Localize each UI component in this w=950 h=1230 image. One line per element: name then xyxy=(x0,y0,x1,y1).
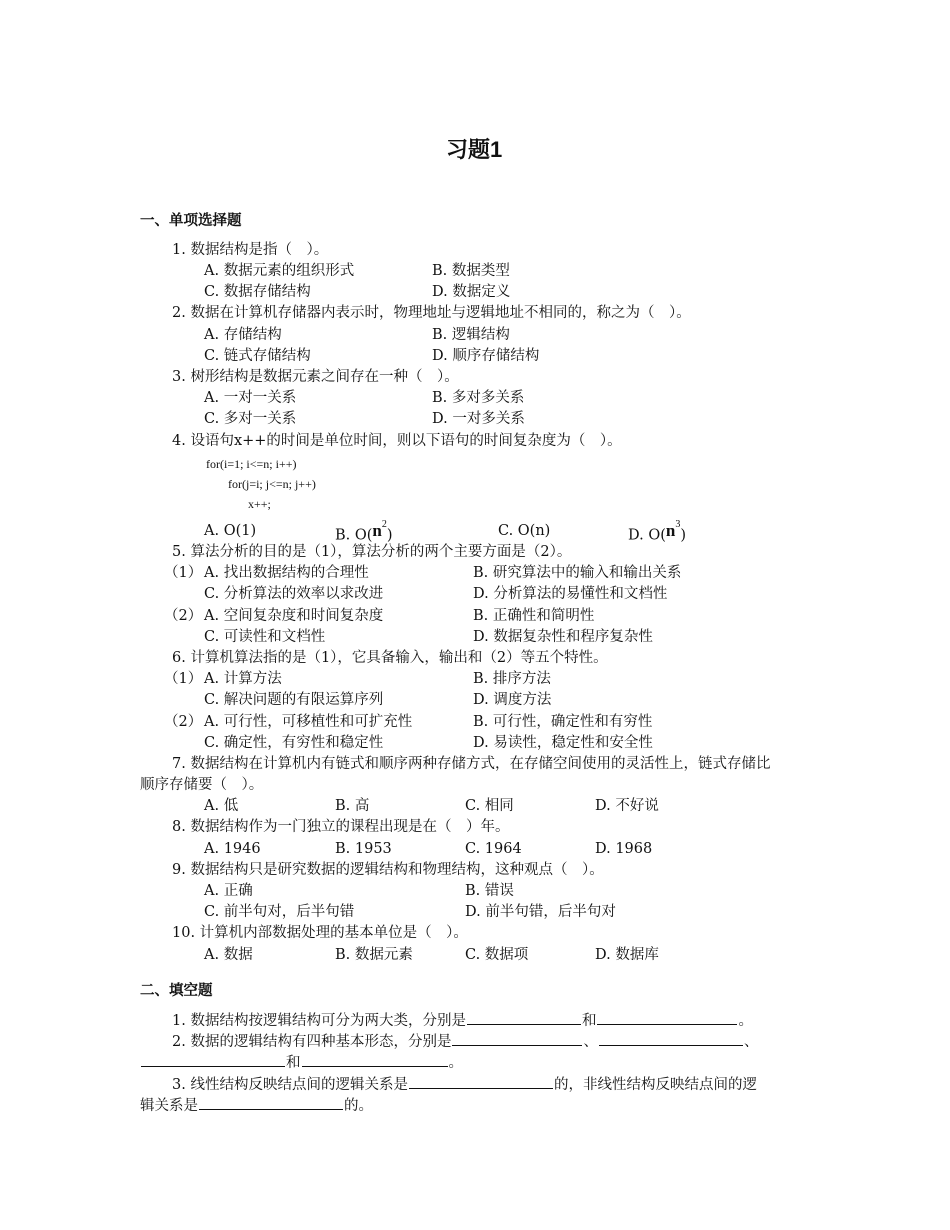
question-10-option-b: B. 数据元素 xyxy=(335,947,413,963)
question-1-stem: 1. 数据结构是指（ ）。 xyxy=(172,242,329,258)
question-9-option-b: B. 错误 xyxy=(465,883,514,899)
question-2-option-b: B. 逻辑结构 xyxy=(432,327,510,343)
question-2-option-c: C. 链式存储结构 xyxy=(204,348,311,364)
question-6-part-2-option-c: C. 确定性，有穷性和稳定性 xyxy=(204,735,384,751)
question-5-part-2-option-c: C. 可读性和文档性 xyxy=(204,629,326,645)
question-2-option-d: D. 顺序存储结构 xyxy=(432,348,540,364)
fill-question-1: 1. 数据结构按逻辑结构可分为两大类，分别是 和 。 xyxy=(172,1013,753,1029)
answer-blank[interactable] xyxy=(452,1032,582,1046)
question-2-stem: 2. 数据在计算机存储器内表示时，物理地址与逻辑地址不相同的，称之为（ ）。 xyxy=(172,305,691,321)
question-7-stem-line-1: 7. 数据结构在计算机内有链式和顺序两种存储方式，在存储空间使用的灵活性上，链式存储比 xyxy=(172,756,771,772)
question-8-option-c: C. 1964 xyxy=(465,841,522,857)
question-5-part-1-option-a: A. 找出数据结构的合理性 xyxy=(204,565,369,581)
fill-question-2-line-1: 2. 数据的逻辑结构有四种基本形态，分别是 、 、 xyxy=(172,1034,759,1050)
fill-question-3-line-2: 辑关系是 的。 xyxy=(140,1098,373,1114)
question-10-stem: 10. 计算机内部数据处理的基本单位是（ ）。 xyxy=(172,925,468,941)
question-5-part-2-option-d: D. 数据复杂性和程序复杂性 xyxy=(473,629,653,645)
answer-blank[interactable] xyxy=(199,1096,343,1110)
question-5-part-2-option-b: B. 正确性和简明性 xyxy=(473,608,595,624)
answer-blank[interactable] xyxy=(599,1032,743,1046)
question-6-part-1-option-a: A. 计算方法 xyxy=(204,671,282,687)
question-10-option-d: D. 数据库 xyxy=(595,947,659,963)
question-4-option-c: C. O(n) xyxy=(498,523,551,539)
question-4-stem: 4. 设语句x++的时间是单位时间，则以下语句的时间复杂度为（ ）。 xyxy=(172,433,622,449)
question-9-option-a: A. 正确 xyxy=(204,883,253,899)
question-6-part-1-option-b: B. 排序方法 xyxy=(473,671,551,687)
question-3-option-a: A. 一对一关系 xyxy=(204,390,297,406)
question-6-stem: 6. 计算机算法指的是（1），它具备输入，输出和（2）等五个特性。 xyxy=(172,650,608,666)
question-7-stem-line-2: 顺序存储要（ ）。 xyxy=(140,777,264,793)
question-3-stem: 3. 树形结构是数据元素之间存在一种（ ）。 xyxy=(172,369,459,385)
question-10-option-c: C. 数据项 xyxy=(465,947,529,963)
question-1-option-c: C. 数据存储结构 xyxy=(204,284,311,300)
question-6-part-2-option-d: D. 易读性，稳定性和安全性 xyxy=(473,735,653,751)
code-line-2: for(j=i; j<=n; j++) xyxy=(228,477,316,491)
question-4-option-d: D. $O(n^3)$ xyxy=(628,519,687,544)
question-5-stem: 5. 算法分析的目的是（1），算法分析的两个主要方面是（2）。 xyxy=(172,544,572,560)
question-5-part-2-label: （2） xyxy=(164,608,203,624)
question-9-option-c: C. 前半句对，后半句错 xyxy=(204,904,355,920)
section-heading-single-choice: 一、单项选择题 xyxy=(140,213,242,229)
question-9-option-d: D. 前半句错，后半句对 xyxy=(465,904,616,920)
question-8-option-b: B. 1953 xyxy=(335,841,392,857)
question-5-part-1-option-b: B. 研究算法中的输入和输出关系 xyxy=(473,565,682,581)
question-7-option-c: C. 相同 xyxy=(465,798,514,814)
page-title: 习题1 xyxy=(446,137,503,162)
question-3-option-c: C. 多对一关系 xyxy=(204,411,297,427)
question-8-option-a: A. 1946 xyxy=(204,841,261,857)
question-7-option-d: D. 不好说 xyxy=(595,798,659,814)
question-4-option-b: B. $O(n^2)$ xyxy=(335,519,393,544)
question-4-option-a: A. O(1) xyxy=(204,523,257,539)
answer-blank[interactable] xyxy=(409,1075,553,1089)
question-6-part-1-option-d: D. 调度方法 xyxy=(473,692,552,708)
fill-question-2-line-2: 和 。 xyxy=(140,1053,463,1072)
code-line-1: for(i=1; i<=n; i++) xyxy=(206,457,297,471)
question-7-option-b: B. 高 xyxy=(335,798,370,814)
question-1-option-d: D. 数据定义 xyxy=(432,284,511,300)
question-6-part-2-option-a: A. 可行性，可移植性和可扩充性 xyxy=(204,714,413,730)
answer-blank[interactable] xyxy=(141,1053,285,1067)
question-2-option-a: A. 存储结构 xyxy=(204,327,282,343)
question-6-part-2-option-b: B. 可行性，确定性和有穷性 xyxy=(473,714,653,730)
question-10-option-a: A. 数据 xyxy=(204,947,253,963)
question-3-option-d: D. 一对多关系 xyxy=(432,411,525,427)
question-1-option-b: B. 数据类型 xyxy=(432,263,510,279)
question-8-option-d: D. 1968 xyxy=(595,841,653,857)
code-line-3: x++; xyxy=(248,497,271,511)
question-5-part-2-option-a: A. 空间复杂度和时间复杂度 xyxy=(204,608,384,624)
question-8-stem: 8. 数据结构作为一门独立的课程出现是在（ ）年。 xyxy=(172,819,510,835)
answer-blank[interactable] xyxy=(467,1011,581,1025)
fill-question-3-line-1: 3. 线性结构反映结点间的逻辑关系是 的，非线性结构反映结点间的逻 xyxy=(172,1077,757,1093)
question-9-stem: 9. 数据结构只是研究数据的逻辑结构和物理结构，这种观点（ ）。 xyxy=(172,862,604,878)
question-6-part-1-label: （1） xyxy=(164,671,203,687)
question-1-option-a: A. 数据元素的组织形式 xyxy=(204,263,355,279)
question-5-part-1-option-d: D. 分析算法的易懂性和文档性 xyxy=(473,586,668,602)
section-heading-fill-blank: 二、填空题 xyxy=(140,983,213,999)
answer-blank[interactable] xyxy=(302,1053,448,1067)
question-5-part-1-label: （1） xyxy=(164,565,203,581)
question-5-part-1-option-c: C. 分析算法的效率以求改进 xyxy=(204,586,384,602)
answer-blank[interactable] xyxy=(597,1011,737,1025)
question-3-option-b: B. 多对多关系 xyxy=(432,390,525,406)
question-6-part-1-option-c: C. 解决问题的有限运算序列 xyxy=(204,692,384,708)
question-7-option-a: A. 低 xyxy=(204,798,239,814)
question-6-part-2-label: （2） xyxy=(164,714,203,730)
